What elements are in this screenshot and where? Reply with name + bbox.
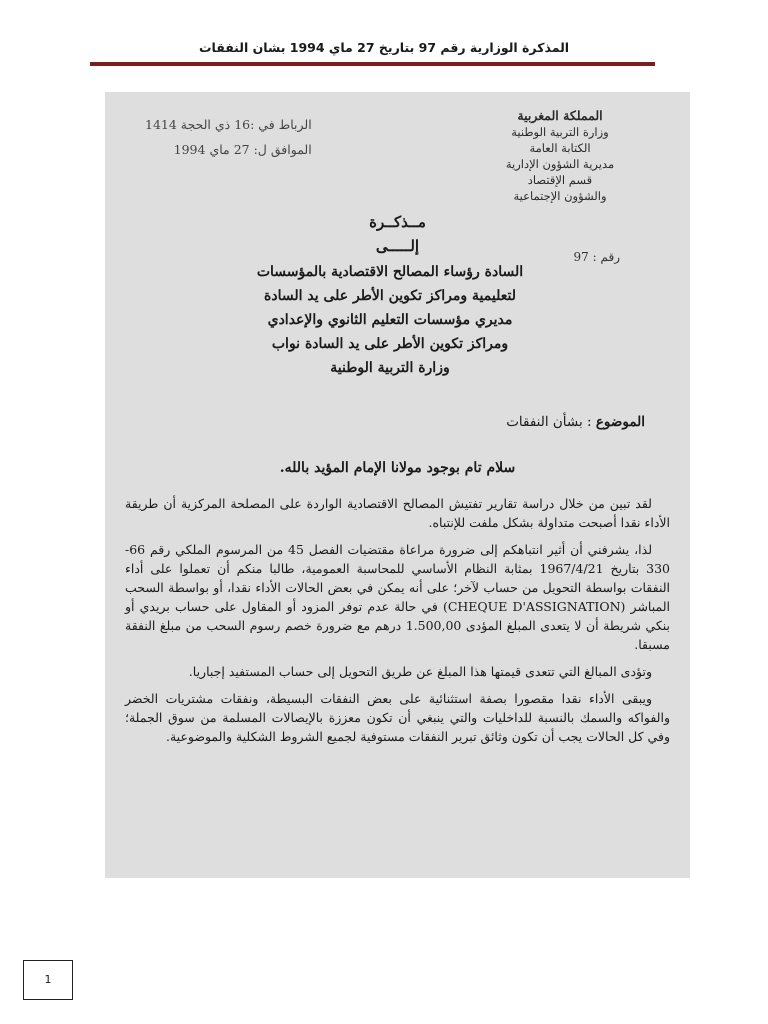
memo-heading <box>105 210 690 258</box>
institution-line: والشؤون الإجتماعية <box>513 189 607 203</box>
dateline <box>145 112 312 162</box>
institution-line: وزارة التربية الوطنية <box>511 125 609 139</box>
page-number: 1 <box>23 960 73 1000</box>
addressee-block <box>125 260 655 380</box>
memo-title: مــذكــرة <box>369 213 426 231</box>
memo-body <box>125 494 670 754</box>
addressee-line: لتعليمية ومراكز تكوين الأطر على يد السادة <box>264 288 516 304</box>
subject-line <box>506 414 645 430</box>
header-divider <box>90 62 655 66</box>
institution-line: مديرية الشؤون الإدارية <box>505 157 615 171</box>
subject-text: : بشأن النفقات <box>506 414 596 430</box>
greeting: سلام تام بوجود مولانا الإمام المؤيد بالله. <box>279 460 516 476</box>
body-paragraph: لقد تبين من خلال دراسة تقارير تفتيش المصالح الاقتصادية الواردة على المصلحة المركزية أن طريقة الأداء نقدا أصبحت متداولة بشكل ملفت للإنتباه. <box>125 496 670 530</box>
dateline-gregorian: الموافق ل: 27 ماي 1994 <box>173 142 312 157</box>
scanned-memo-page <box>105 92 690 878</box>
institution-line: قسم الإقتصاد <box>527 173 593 187</box>
dateline-hijri: الرباط في :16 ذي الحجة 1414 <box>145 117 312 132</box>
institution-line: الكتابة العامة <box>529 141 591 155</box>
body-paragraph: ويبقى الأداء نقدا مقصورا بصفة استثنائية على بعض النفقات البسيطة، ونفقات مشتريات الخضر والفواكه والسمك بالنسبة للداخليات والتي ينبغي أن تكون معززة بالإيصالات المسلمة من سوق الجملة؛ وفي كل الحالات يجب أن تكون وثائق تبرير النفقات مستوفية لجميع الشروط الشكلية والموضوعية. <box>125 691 670 744</box>
institution-block <box>450 108 670 204</box>
addressee-line: مديري مؤسسات التعليم الثانوي والإعدادي <box>267 312 513 328</box>
body-paragraph: لذا، يشرفني أن أثير انتباهكم إلى ضرورة مراعاة مقتضيات الفصل 45 من المرسوم الملكي رقم 66-330 بتاريخ 1967/4/21 بمثابة النظام الأساسي للمحاسبة العمومية، طالبا منكم أن تعملوا على أداء النفقات بواسطة التحويل من حساب لآخر؛ على أنه يمكن في بعض الحالات الأداء نقدا، أو بواسطة السحب المباشر (CHEQUE D'ASSIGNATION) في حالة عدم توفر المزود أو المقاول على حساب بريدي أو بنكي شريطة أن لا يتعدى المبلغ المؤدى 1.500,00 درهم مع ضرورة خصم رسوم السحب من مبلغ النفقة مسبقا. <box>125 542 671 652</box>
reference-number: رقم : 97 <box>573 250 620 264</box>
subject-label: الموضوع <box>595 414 645 430</box>
addressee-line: السادة رؤساء المصالح الاقتصادية بالمؤسسات <box>256 264 524 280</box>
document-header-title: المذكرة الوزارية رقم 97 بتاريخ 27 ماي 1994 بشان النفقات <box>198 40 570 55</box>
institution-line: المملكة المغربية <box>517 108 603 123</box>
body-paragraph: وتؤدى المبالغ التي تتعدى قيمتها هذا المبلغ عن طريق التحويل إلى حساب المستفيد إجباريا. <box>188 664 652 679</box>
addressee-line: ومراكز تكوين الأطر على يد السادة نواب <box>271 336 509 352</box>
addressee-line: وزارة التربية الوطنية <box>330 360 450 376</box>
memo-to: إلـــــى <box>375 237 420 255</box>
